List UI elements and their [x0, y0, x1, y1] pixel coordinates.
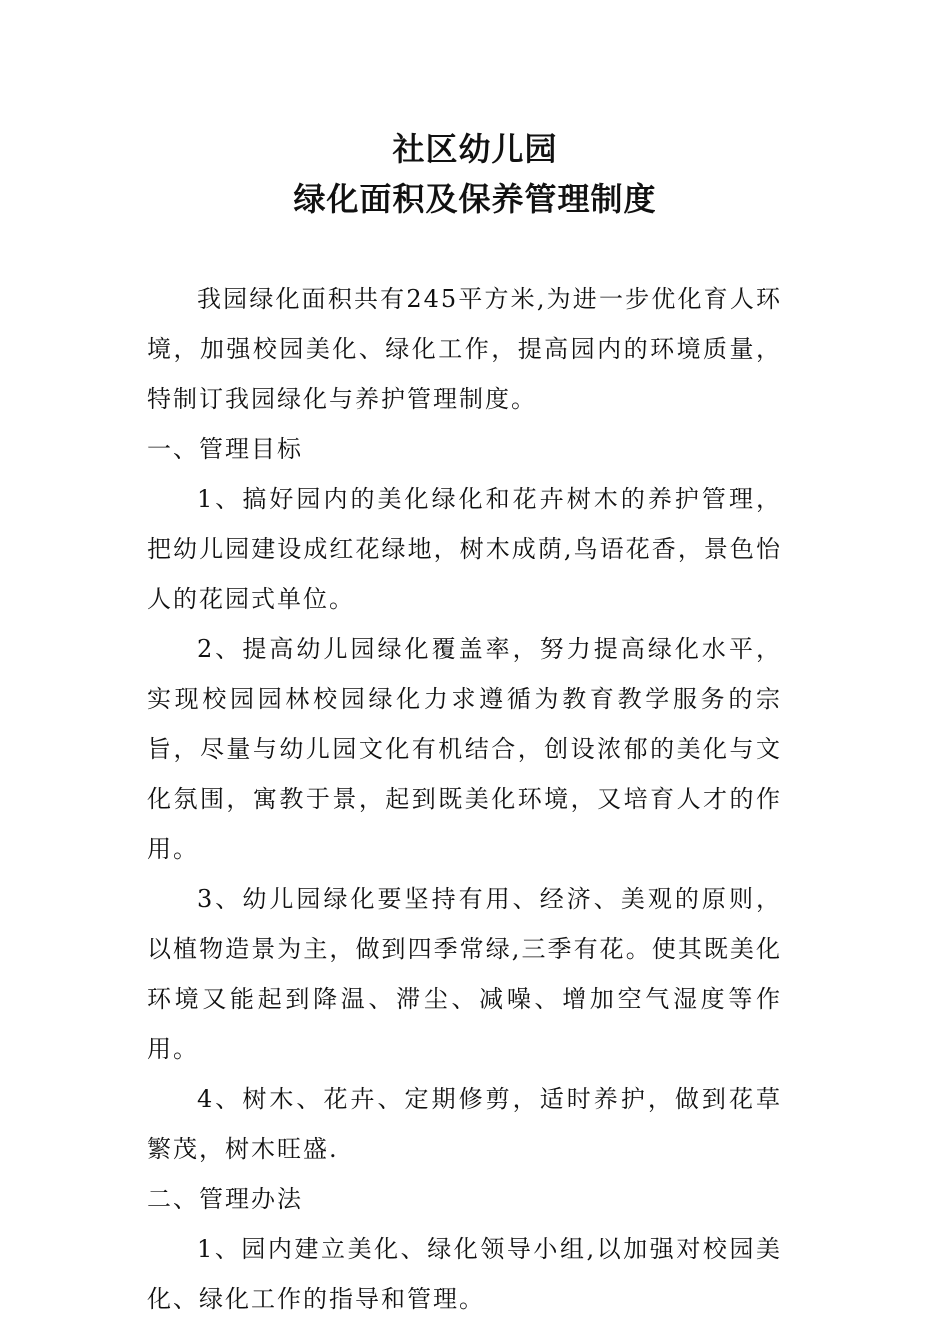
section-heading-methods: 二、管理办法 [147, 1185, 303, 1213]
goal-item-3: 3、幼儿园绿化要坚持有用、经济、美观的原则，以植物造景为主，做到四季常绿,三季有花。使其既美化环境又能起到降温、滞尘、减噪、增加空气湿度等作用。 [147, 885, 782, 1063]
document-title [0, 124, 950, 224]
section-heading-goals: 一、管理目标 [147, 435, 303, 463]
goal-item-4: 4、树木、花卉、定期修剪，适时养护，做到花草繁茂，树木旺盛. [147, 1085, 782, 1163]
title-line-2: 绿化面积及保养管理制度 [293, 180, 657, 218]
goal-item-2: 2、提高幼儿园绿化覆盖率，努力提高绿化水平，实现校园园林校园绿化力求遵循为教育教学服务的宗旨，尽量与幼儿园文化有机结合，创设浓郁的美化与文化氛围，寓教于景，起到既美化环境，又培育人才的作用。 [147, 635, 782, 863]
intro-paragraph: 我园绿化面积共有245平方米,为进一步优化育人环境，加强校园美化、绿化工作，提高园内的环境质量，特制订我园绿化与养护管理制度。 [147, 285, 782, 413]
method-item-1: 1、园内建立美化、绿化领导小组,以加强对校园美化、绿化工作的指导和管理。 [147, 1235, 782, 1313]
document-body [147, 274, 782, 1324]
goal-item-1: 1、搞好园内的美化绿化和花卉树木的养护管理，把幼儿园建设成红花绿地，树木成荫,鸟语花香，景色怡人的花园式单位。 [147, 485, 782, 613]
title-line-1: 社区幼儿园 [392, 130, 558, 168]
